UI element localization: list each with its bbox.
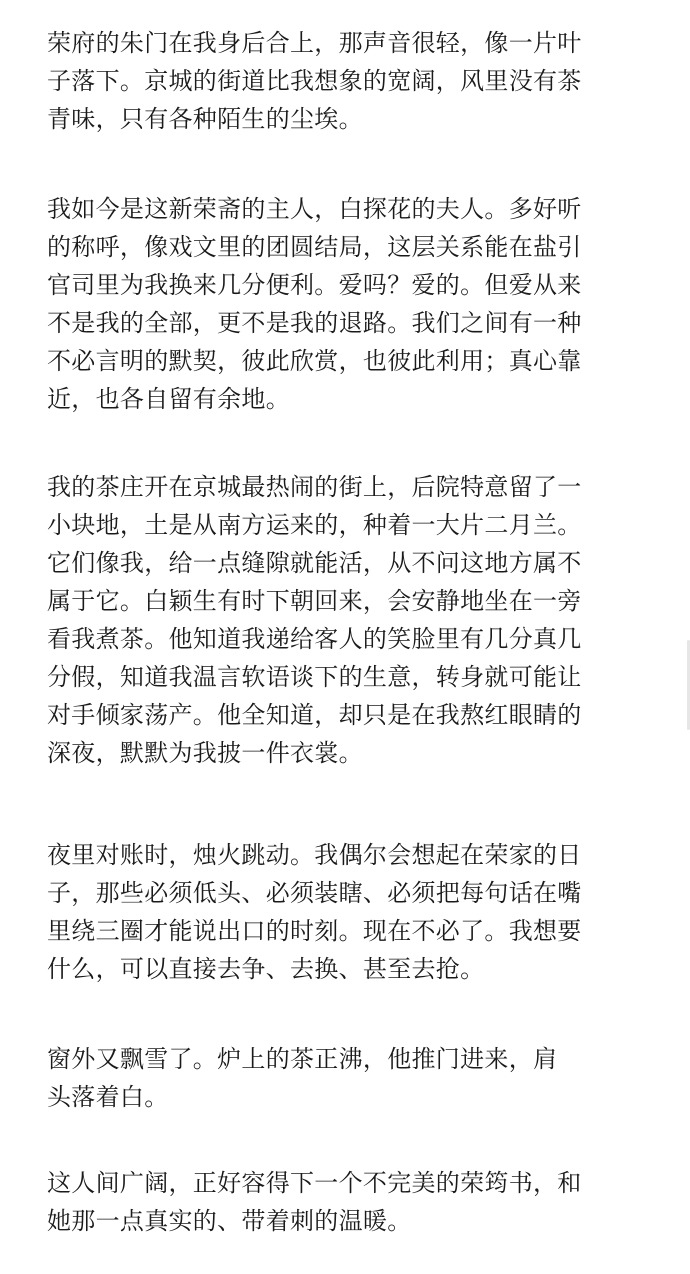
text-line: 属于它。白颖生有时下朝回来，会安静地坐在一旁 (47, 587, 582, 615)
paragraph-6 (47, 1164, 647, 1240)
text-line: 子，那些必须低头、必须装瞎、必须把每句话在嘴 (47, 879, 582, 907)
text-line: 夜里对账时，烛火跳动。我偶尔会想起在荣家的日 (47, 841, 582, 869)
paragraph-3 (47, 468, 647, 772)
text-line: 它们像我，给一点缝隙就能活，从不问这地方属不 (47, 549, 582, 577)
text-line: 这人间广阔，正好容得下一个不完美的荣筠书，和 (47, 1169, 582, 1197)
text-line: 青味，只有各种陌生的尘埃。 (47, 105, 363, 133)
text-line: 荣府的朱门在我身后合上，那声音很轻，像一片叶 (47, 29, 582, 57)
text-line: 我如今是这新荣斋的主人，白探花的夫人。多好听 (47, 195, 582, 223)
text-line: 分假，知道我温言软语谈下的生意，转身就可能让 (47, 663, 582, 691)
paragraph-1 (47, 24, 647, 138)
paragraph-4 (47, 836, 647, 988)
text-line: 小块地，土是从南方运来的，种着一大片二月兰。 (47, 511, 582, 539)
text-line: 头落着白。 (47, 1083, 169, 1111)
text-line: 什么，可以直接去争、去换、甚至去抢。 (47, 955, 485, 983)
paragraph-2 (47, 190, 647, 418)
text-line: 对手倾家荡产。他全知道，却只是在我熬红眼睛的 (47, 701, 582, 729)
text-line: 官司里为我换来几分便利。爱吗？爱的。但爱从来 (47, 271, 582, 299)
text-line: 深夜，默默为我披一件衣裳。 (47, 739, 363, 767)
text-line: 近，也各自留有余地。 (47, 385, 290, 413)
paragraph-5 (47, 1040, 647, 1116)
text-line: 看我煮茶。他知道我递给客人的笑脸里有几分真几 (47, 625, 582, 653)
text-line: 窗外又飘雪了。炉上的茶正沸，他推门进来，肩 (47, 1045, 558, 1073)
text-line: 她那一点真实的、带着刺的温暖。 (47, 1207, 412, 1235)
text-line: 我的茶庄开在京城最热闹的街上，后院特意留了一 (47, 473, 582, 501)
text-line: 不是我的全部，更不是我的退路。我们之间有一种 (47, 309, 582, 337)
text-line: 子落下。京城的街道比我想象的宽阔，风里没有茶 (47, 67, 582, 95)
text-line: 不必言明的默契，彼此欣赏，也彼此利用；真心靠 (47, 347, 582, 375)
text-line: 的称呼，像戏文里的团圆结局，这层关系能在盐引 (47, 233, 582, 261)
text-line: 里绕三圈才能说出口的时刻。现在不必了。我想要 (47, 917, 582, 945)
